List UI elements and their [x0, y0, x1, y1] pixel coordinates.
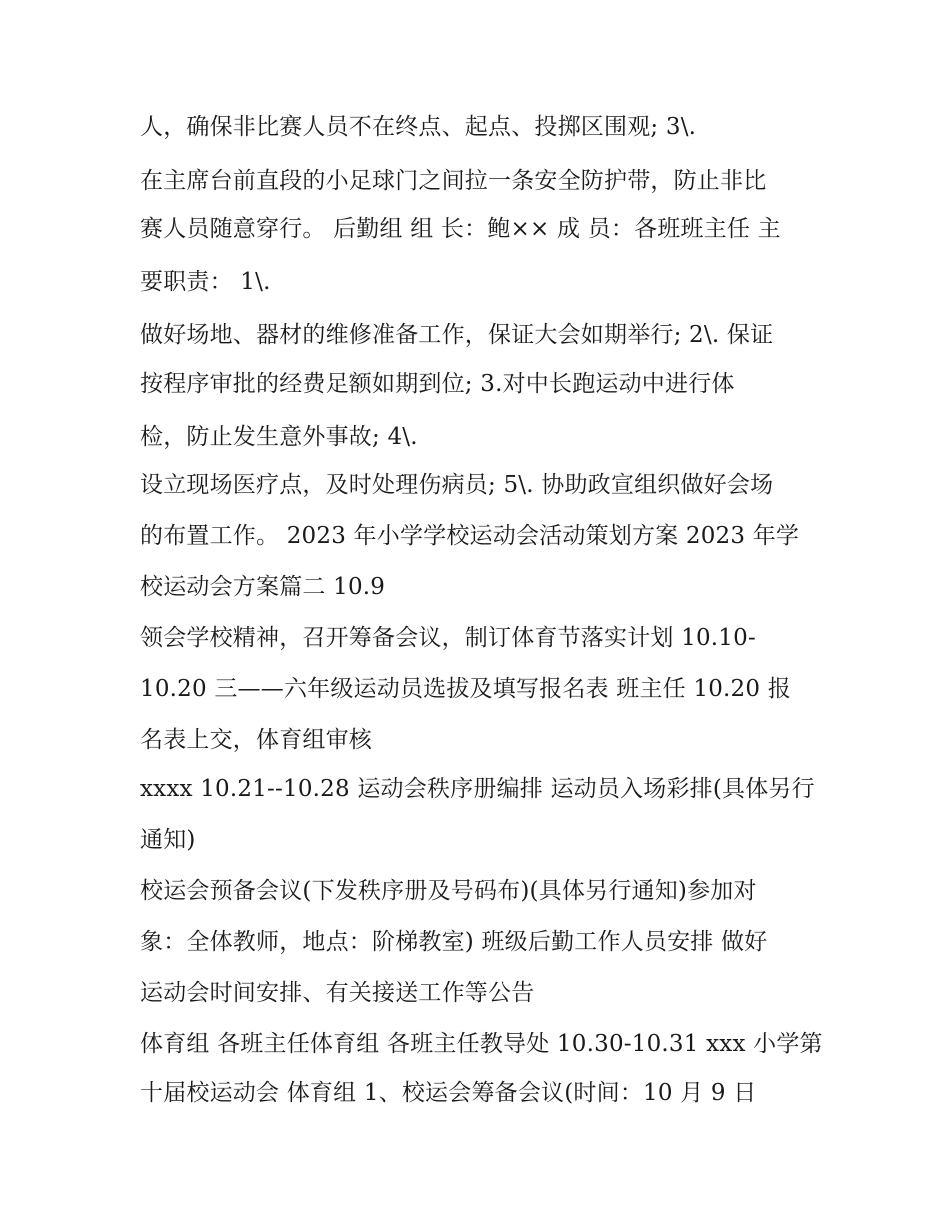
text-line: 通知) [140, 827, 196, 853]
text-line: 体育组 各班主任体育组 各班主任教导处 10.30-10.31 xxx 小学第 [140, 1031, 823, 1057]
text-line: 名表上交，体育组审核 [140, 727, 372, 753]
text-line: xxxx 10.21--10.28 运动会秩序册编排 运动员入场彩排(具体另行 [140, 776, 815, 802]
text-line: 校运动会方案篇二 10.9 [140, 574, 386, 600]
text-line: 的布置工作。 2023 年小学学校运动会活动策划方案 2023 年学 [140, 523, 800, 549]
text-line: 人，确保非比赛人员不在终点、起点、投掷区围观; 3\. [140, 114, 697, 140]
text-line: 要职责： 1\. [140, 269, 271, 295]
text-line: 10.20 三——六年级运动员选拔及填写报名表 班主任 10.20 报 [140, 676, 791, 702]
text-line: 领会学校精神，召开筹备会议，制订体育节落实计划 10.10- [140, 625, 756, 651]
text-line: 检，防止发生意外事故; 4\. [140, 424, 418, 450]
text-line: 做好场地、器材的维修准备工作，保证大会如期举行; 2\. 保证 [140, 322, 774, 348]
text-line: 象：全体教师，地点：阶梯教室) 班级后勤工作人员安排 做好 [140, 929, 768, 955]
text-line: 赛人员随意穿行。 后勤组 组 长：鲍×× 成 员：各班班主任 主 [140, 216, 781, 242]
text-line: 在主席台前直段的小足球门之间拉一条安全防护带，防止非比 [140, 168, 767, 194]
text-line: 校运会预备会议(下发秩序册及号码布)(具体另行通知)参加对 [140, 878, 757, 904]
text-line: 十届校运动会 体育组 1、校运会筹备会议(时间：10 月 9 日 [140, 1080, 757, 1106]
text-line: 运动会时间安排、有关接送工作等公告 [140, 980, 535, 1006]
text-line: 按程序审批的经费足额如期到位; 3.对中长跑运动中进行体 [140, 371, 735, 397]
text-line: 设立现场医疗点，及时处理伤病员; 5\. 协助政宣组织做好会场 [140, 472, 774, 498]
